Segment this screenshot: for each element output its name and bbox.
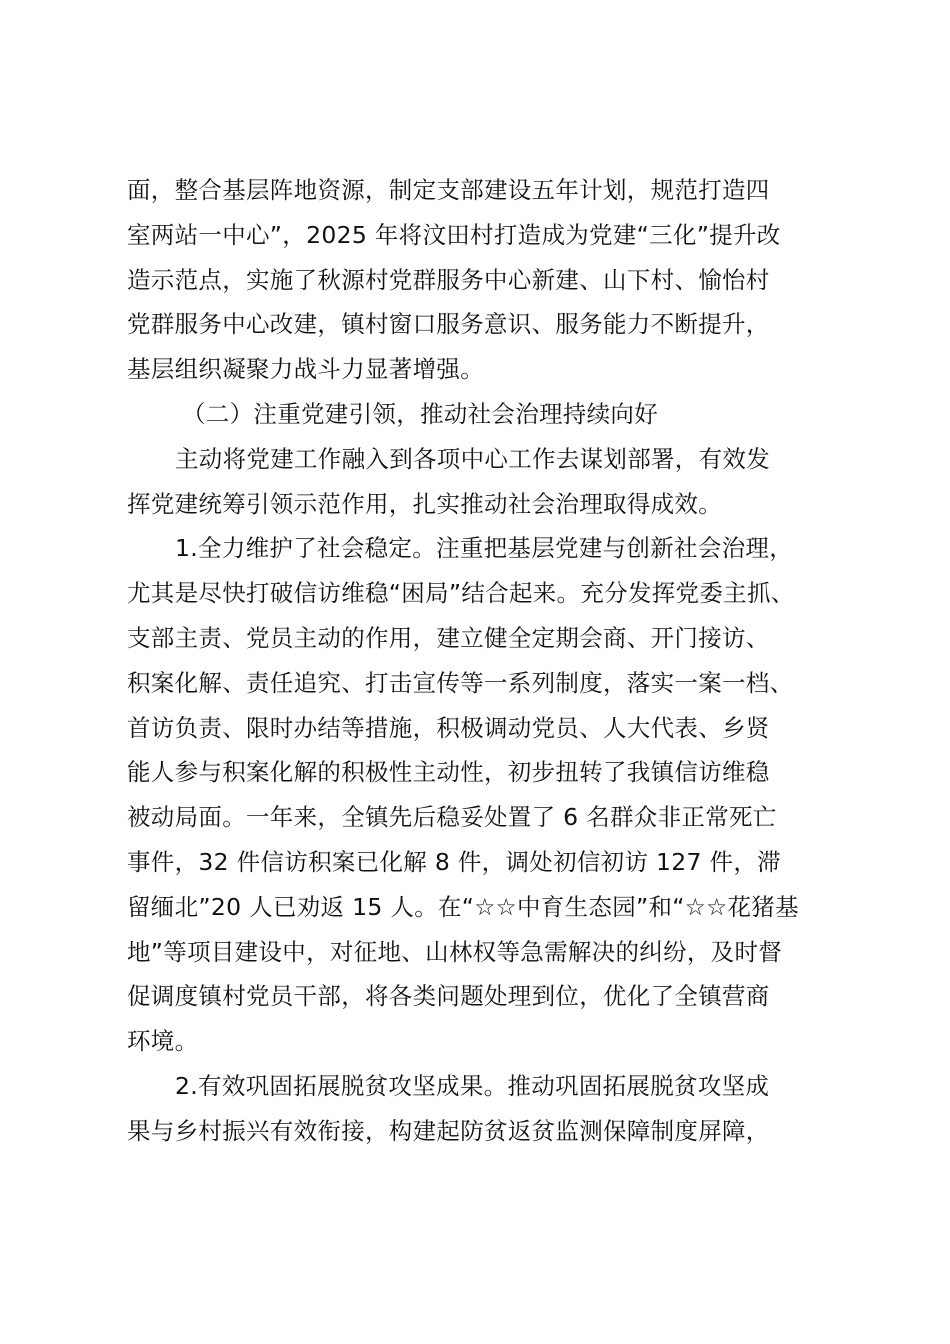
paragraph-line: 基层组织凝聚力战斗力显著增强。 bbox=[127, 355, 484, 384]
paragraph-line: 面，整合基层阵地资源，制定支部建设五年计划，规范打造四 bbox=[127, 176, 770, 204]
paragraph-line: 1.全力维护了社会稳定。注重把基层党建与创新社会治理， bbox=[175, 534, 794, 563]
section-heading: （二）注重党建引领，推动社会治理持续向好 bbox=[182, 399, 658, 428]
paragraph-line: 被动局面。一年来，全镇先后稳妥处置了 6 名群众非正常死亡 bbox=[127, 803, 777, 832]
paragraph-line: 支部主责、党员主动的作用，建立健全定期会商、开门接访、 bbox=[127, 623, 770, 652]
paragraph-line: 2.有效巩固拓展脱贫攻坚成果。推动巩固拓展脱贫攻坚成 bbox=[175, 1071, 770, 1100]
paragraph-line: 首访负责、限时办结等措施，积极调动党员、人大代表、乡贤 bbox=[127, 713, 770, 742]
paragraph-line: 环境。 bbox=[127, 1027, 199, 1056]
paragraph-line: 挥党建统筹引领示范作用，扎实推动社会治理取得成效。 bbox=[127, 489, 722, 518]
paragraph-line: 促调度镇村党员干部，将各类问题处理到位，优化了全镇营商 bbox=[127, 982, 770, 1011]
document-body bbox=[127, 168, 839, 1154]
paragraph-line: 室两站一中心”，2025 年将汶田村打造成为党建“三化”提升改 bbox=[127, 220, 781, 249]
paragraph-line: 尤其是尽快打破信访维稳“困局”结合起来。充分发挥党委主抓、 bbox=[127, 579, 795, 608]
paragraph-line: 造示范点，实施了秋源村党群服务中心新建、山下村、愉怡村 bbox=[127, 265, 770, 294]
paragraph-line: 留缅北”20 人已劝返 15 人。在“☆☆中育生态园”和“☆☆花猪基 bbox=[127, 892, 799, 921]
paragraph-line: 主动将党建工作融入到各项中心工作去谋划部署，有效发 bbox=[175, 444, 770, 473]
paragraph-line: 能人参与积案化解的积极性主动性，初步扭转了我镇信访维稳 bbox=[127, 758, 770, 787]
paragraph-line: 事件，32 件信访积案已化解 8 件，调处初信初访 127 件，滞 bbox=[127, 847, 781, 876]
paragraph-line: 地”等项目建设中，对征地、山林权等急需解决的纠纷，及时督 bbox=[127, 937, 783, 966]
paragraph-line: 积案化解、责任追究、打击宣传等一系列制度，落实一案一档、 bbox=[127, 668, 794, 697]
paragraph-line: 党群服务中心改建，镇村窗口服务意识、服务能力不断提升， bbox=[127, 310, 770, 339]
paragraph-line: 果与乡村振兴有效衔接，构建起防贫返贫监测保障制度屏障， bbox=[127, 1116, 770, 1145]
